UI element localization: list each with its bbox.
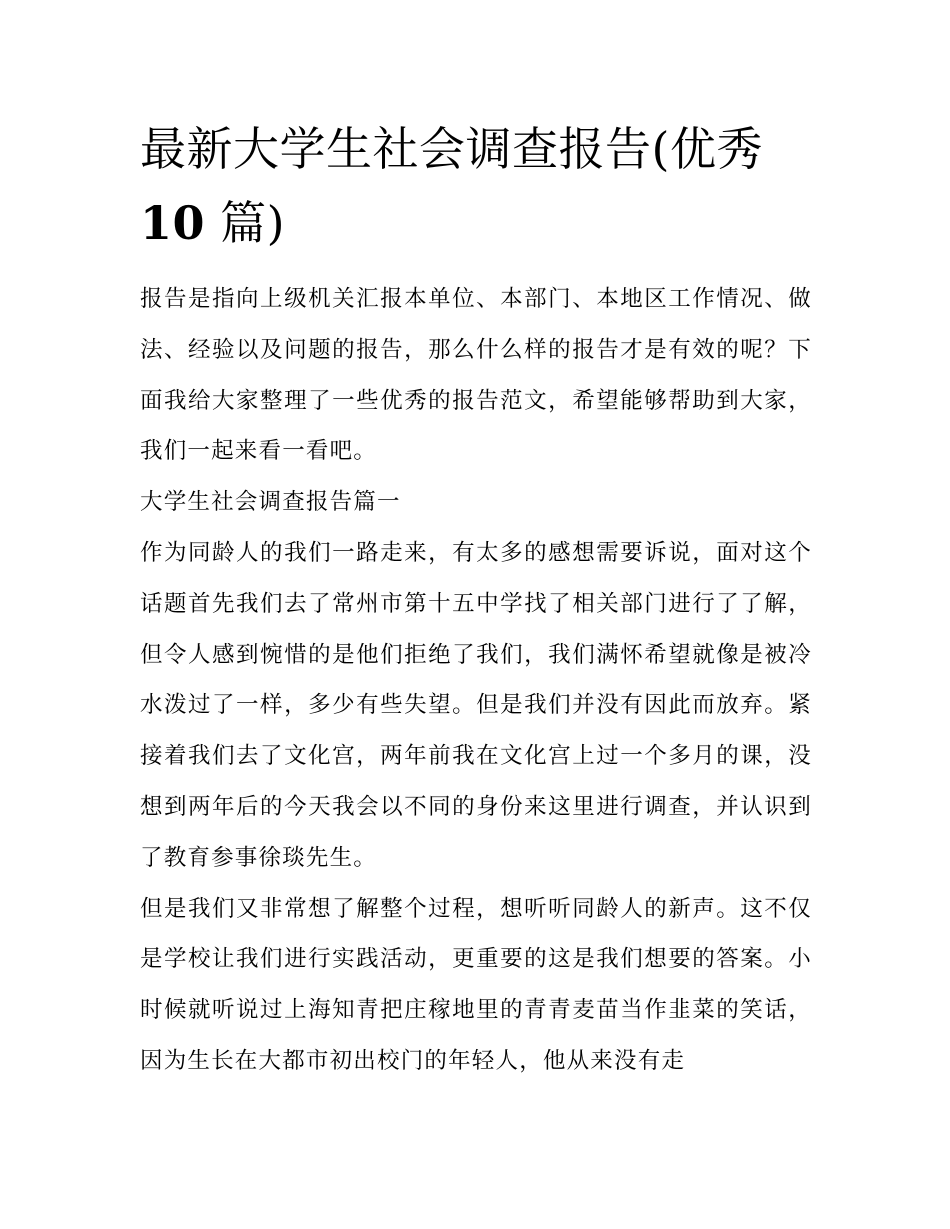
title-number: 10 — [140, 196, 206, 250]
body-paragraph-1: 作为同龄人的我们一路走来，有太多的感想需要诉说，面对这个话题首先我们去了常州市第十五中学找了相关部门进行了了解，但令人感到惋惜的是他们拒绝了我们，我们满怀希望就像是被冷水泼过了一样，多少有些失望。但是我们并没有因此而放弃。紧接着我们去了文化宫，两年前我在文化宫上过一个多月的课，没想到两年后的今天我会以不同的身份来这里进行调查，并认识到了教育参事徐琰先生。 — [140, 539, 812, 871]
document-body — [140, 112, 812, 1087]
title-line-1: 最新大学生社会调查报告(优秀 — [140, 122, 763, 176]
intro-paragraph: 报告是指向上级机关汇报本单位、本部门、本地区工作情况、做法、经验以及问题的报告，那么什么样的报告才是有效的呢？下面我给大家整理了一些优秀的报告范文，希望能够帮助到大家，我们一起来看一看吧。 — [140, 286, 812, 465]
document-title — [140, 112, 812, 260]
body-paragraph-2: 但是我们又非常想了解整个过程，想听听同龄人的新声。这不仅是学校让我们进行实践活动，更重要的这是我们想要的答案。小时候就听说过上海知青把庄稼地里的青青麦苗当作韭菜的笑话，因为生长在大都市初出校门的年轻人，他从来没有走 — [140, 895, 812, 1074]
section-heading: 大学生社会调查报告篇一 — [140, 489, 401, 516]
title-line-2: 篇) — [205, 196, 286, 250]
